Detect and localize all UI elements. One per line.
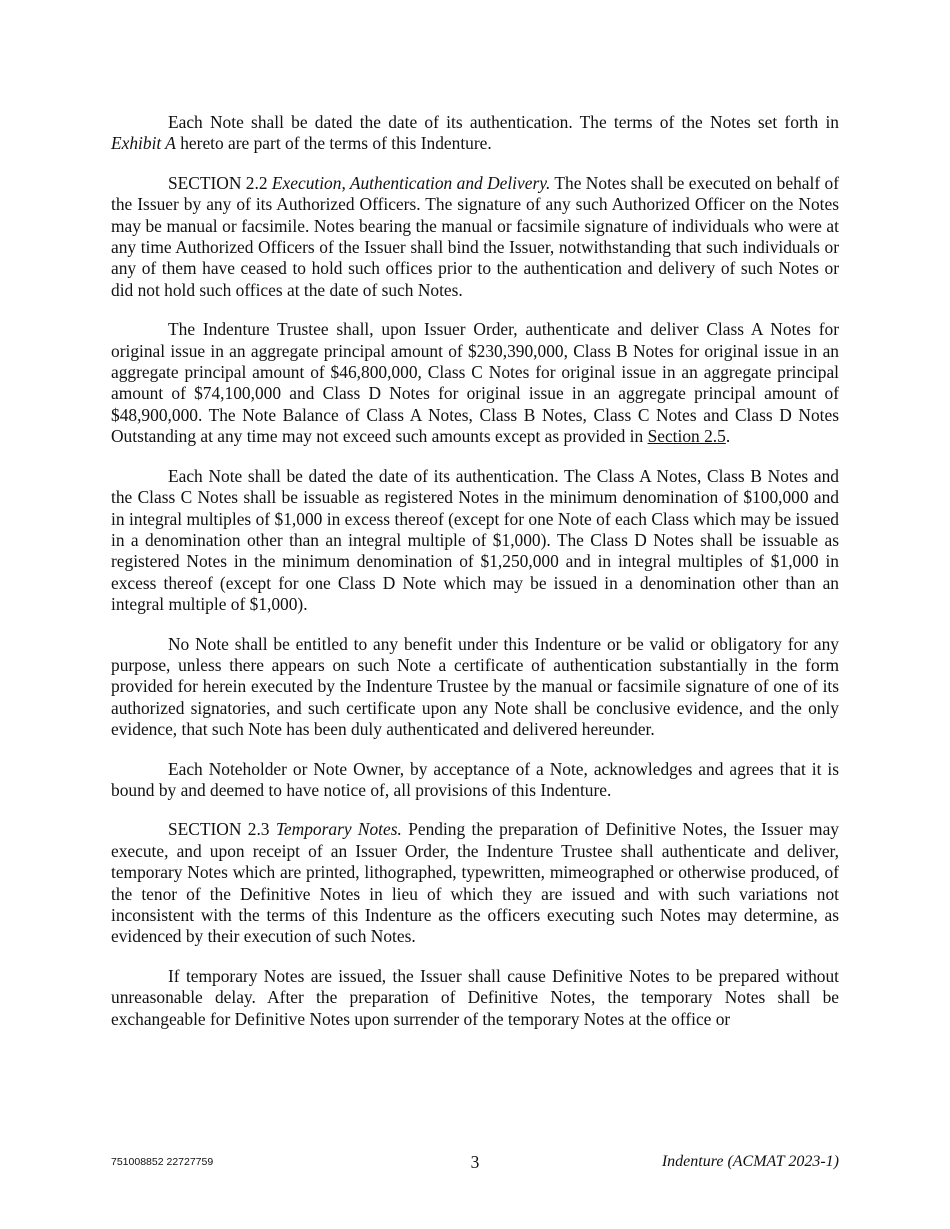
section-cross-reference: Section 2.5	[647, 426, 726, 447]
paragraph-section-2-3	[111, 819, 839, 947]
paragraph-text: The Indenture Trustee shall, upon Issuer Order, authenticate and deliver Class A Notes for original issue in an aggregate principal amount of $230,390,000, Class B Notes for original issue in an aggregate principal amount of $46,800,000, Class C Notes for original issue in an aggregate principal amount of $74,100,000 and Class D Notes for original issue in an aggregate principal amount of $48,900,000. The Note Balance of Class A Notes, Class B Notes, Class C Notes and Class D Notes Outstanding at any time may not exceed such amounts except as provided in	[111, 319, 839, 447]
exhibit-reference: Exhibit A	[111, 133, 176, 154]
footer-page-number: 3	[470, 1152, 480, 1172]
page-footer	[111, 1152, 839, 1176]
section-number: SECTION 2.3	[168, 819, 276, 840]
footer-document-id: 751008852 22727759	[111, 1156, 214, 1168]
paragraph-note-dating	[111, 112, 839, 155]
document-body	[111, 112, 839, 1048]
paragraph-text: The Notes shall be executed on behalf of the Issuer by any of its Authorized Officers. The signature of any such Authorized Officer on the Notes may be manual or facsimile. Notes bearing the manual or facsimile signature of individuals who were at any time Authorized Officers of the Issuer shall bind the Issuer, notwithstanding that such individuals or any of them have ceased to hold such offices prior to the authentication and delivery of such Notes or did not hold such offices at the date of such Notes.	[111, 172, 839, 300]
section-number: SECTION 2.2	[168, 172, 272, 193]
paragraph-text: Each Note shall be dated the date of its authentication. The terms of the Notes set forth in	[168, 112, 839, 132]
paragraph-section-2-2	[111, 173, 839, 301]
paragraph-text: Pending the preparation of Definitive Notes, the Issuer may execute, and upon receipt of an Issuer Order, the Indenture Trustee shall authenticate and deliver, temporary Notes which are printed, lithographed, typewritten, mimeographed or otherwise produced, of the tenor of the Definitive Notes in lieu of which they are issued and with such variations not inconsistent with the terms of this Indenture as the officers executing such Notes may determine, as evidenced by their execution of such Notes.	[111, 819, 839, 947]
section-heading: Execution, Authentication and Delivery.	[271, 172, 551, 193]
paragraph-noteholder-acknowledgement: Each Noteholder or Note Owner, by acceptance of a Note, acknowledges and agrees that it is bound by and deemed to have notice of, all provisions of this Indenture.	[111, 758, 839, 800]
paragraph-text: hereto are part of the terms of this Indenture.	[175, 133, 492, 154]
paragraph-denominations: Each Note shall be dated the date of its authentication. The Class A Notes, Class B Notes and the Class C Notes shall be issuable as registered Notes in the minimum denomination of $100,000 and in integral multiples of $1,000 in excess thereof (except for one Note of each Class which may be issued in a denomination other than an integral multiple of $1,000). The Class D Notes shall be issuable as registered Notes in the minimum denomination of $1,250,000 and in integral multiples of $1,000 in excess thereof (except for one Class D Note which may be issued in a denomination other than an integral multiple of $1,000).	[111, 465, 839, 615]
paragraph-issue-amounts	[111, 319, 839, 447]
paragraph-temporary-notes-exchange: If temporary Notes are issued, the Issuer shall cause Definitive Notes to be prepared without unreasonable delay. After the preparation of Definitive Notes, the temporary Notes shall be exchangeable for Definitive Notes upon surrender of the temporary Notes at the office or	[111, 965, 839, 1029]
paragraph-text: .	[725, 426, 731, 447]
section-heading: Temporary Notes.	[275, 819, 402, 840]
paragraph-certificate-of-authentication: No Note shall be entitled to any benefit under this Indenture or be valid or obligatory for any purpose, unless there appears on such Note a certificate of authentication substantially in the form provided for herein executed by the Indenture Trustee by the manual or facsimile signature of one of its authorized signatories, and such certificate upon any Note shall be conclusive evidence, and the only evidence, that such Note has been duly authenticated and delivered hereunder.	[111, 633, 839, 740]
footer-document-title: Indenture (ACMAT 2023-1)	[661, 1153, 839, 1170]
